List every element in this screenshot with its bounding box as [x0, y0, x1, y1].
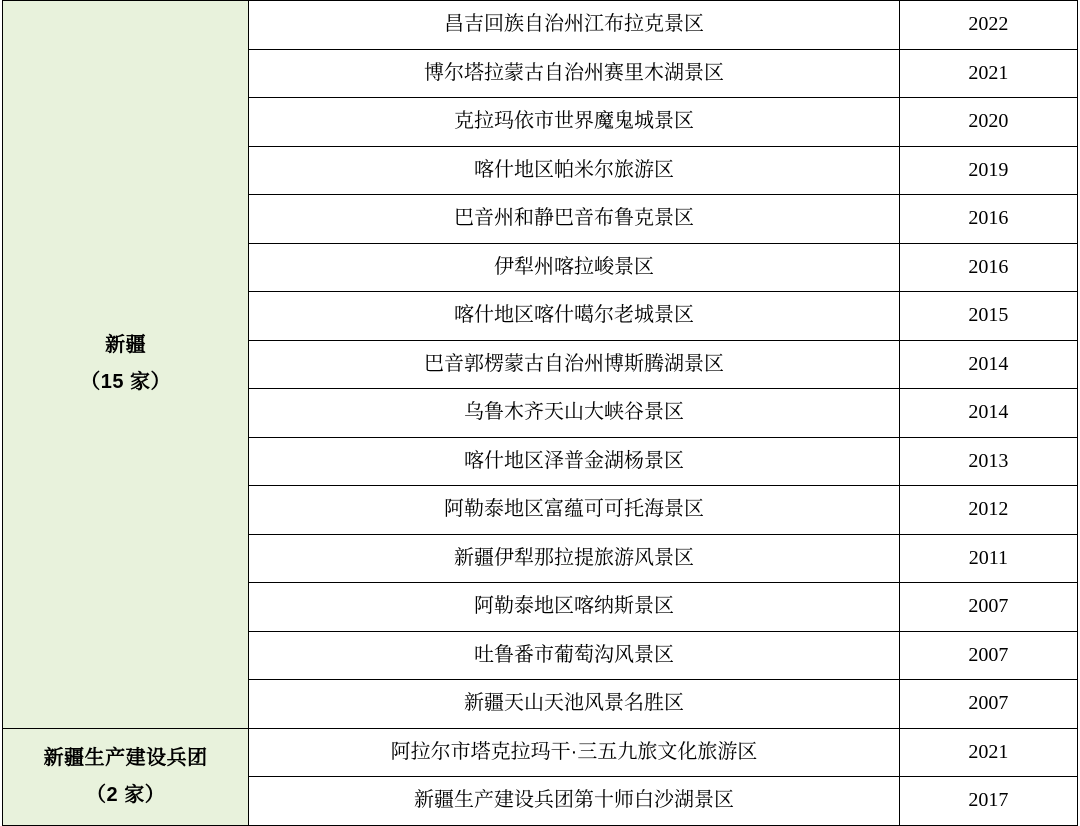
scenic-area-name: 博尔塔拉蒙古自治州赛里木湖景区 — [249, 49, 900, 98]
scenic-area-year: 2007 — [899, 583, 1077, 632]
scenic-area-name: 乌鲁木齐天山大峡谷景区 — [249, 389, 900, 438]
scenic-area-name: 伊犁州喀拉峻景区 — [249, 243, 900, 292]
scenic-area-year: 2020 — [899, 98, 1077, 147]
scenic-area-year: 2021 — [899, 49, 1077, 98]
scenic-area-year: 2013 — [899, 437, 1077, 486]
scenic-area-year: 2011 — [899, 534, 1077, 583]
scenic-area-year: 2016 — [899, 195, 1077, 244]
scenic-area-name: 阿勒泰地区喀纳斯景区 — [249, 583, 900, 632]
scenic-area-year: 2012 — [899, 486, 1077, 535]
region-cell-xinjiang — [3, 1, 249, 729]
scenic-area-year: 2015 — [899, 292, 1077, 341]
scenic-area-name: 吐鲁番市葡萄沟风景区 — [249, 631, 900, 680]
scenic-area-name: 阿拉尔市塔克拉玛干·三五九旅文化旅游区 — [249, 728, 900, 777]
scenic-area-name: 新疆生产建设兵团第十师白沙湖景区 — [249, 777, 900, 826]
scenic-area-name: 新疆伊犁那拉提旅游风景区 — [249, 534, 900, 583]
scenic-area-name: 巴音州和静巴音布鲁克景区 — [249, 195, 900, 244]
region-count: （2 家） — [86, 783, 166, 806]
scenic-area-year: 2022 — [899, 1, 1077, 50]
scenic-area-name: 阿勒泰地区富蕴可可托海景区 — [249, 486, 900, 535]
region-name: 新疆 — [105, 334, 147, 357]
scenic-area-year: 2014 — [899, 340, 1077, 389]
scenic-area-name: 喀什地区喀什噶尔老城景区 — [249, 292, 900, 341]
scenic-area-year: 2007 — [899, 631, 1077, 680]
table-row — [3, 728, 1078, 777]
scenic-area-year: 2017 — [899, 777, 1077, 826]
scenic-area-name: 新疆天山天池风景名胜区 — [249, 680, 900, 729]
scenic-area-year: 2014 — [899, 389, 1077, 438]
region-cell-xinjiang-corps — [3, 728, 249, 825]
scenic-area-name: 喀什地区帕米尔旅游区 — [249, 146, 900, 195]
scenic-area-name: 昌吉回族自治州江布拉克景区 — [249, 1, 900, 50]
scenic-area-year: 2016 — [899, 243, 1077, 292]
scenic-area-name: 巴音郭楞蒙古自治州博斯腾湖景区 — [249, 340, 900, 389]
table-body — [3, 1, 1078, 826]
scenic-area-year: 2021 — [899, 728, 1077, 777]
scenic-area-table — [2, 0, 1078, 826]
region-name: 新疆生产建设兵团 — [43, 746, 208, 769]
scenic-area-name: 喀什地区泽普金湖杨景区 — [249, 437, 900, 486]
scenic-area-year: 2019 — [899, 146, 1077, 195]
scenic-area-name: 克拉玛依市世界魔鬼城景区 — [249, 98, 900, 147]
table-row — [3, 1, 1078, 50]
region-count: （15 家） — [80, 371, 172, 394]
scenic-area-year: 2007 — [899, 680, 1077, 729]
